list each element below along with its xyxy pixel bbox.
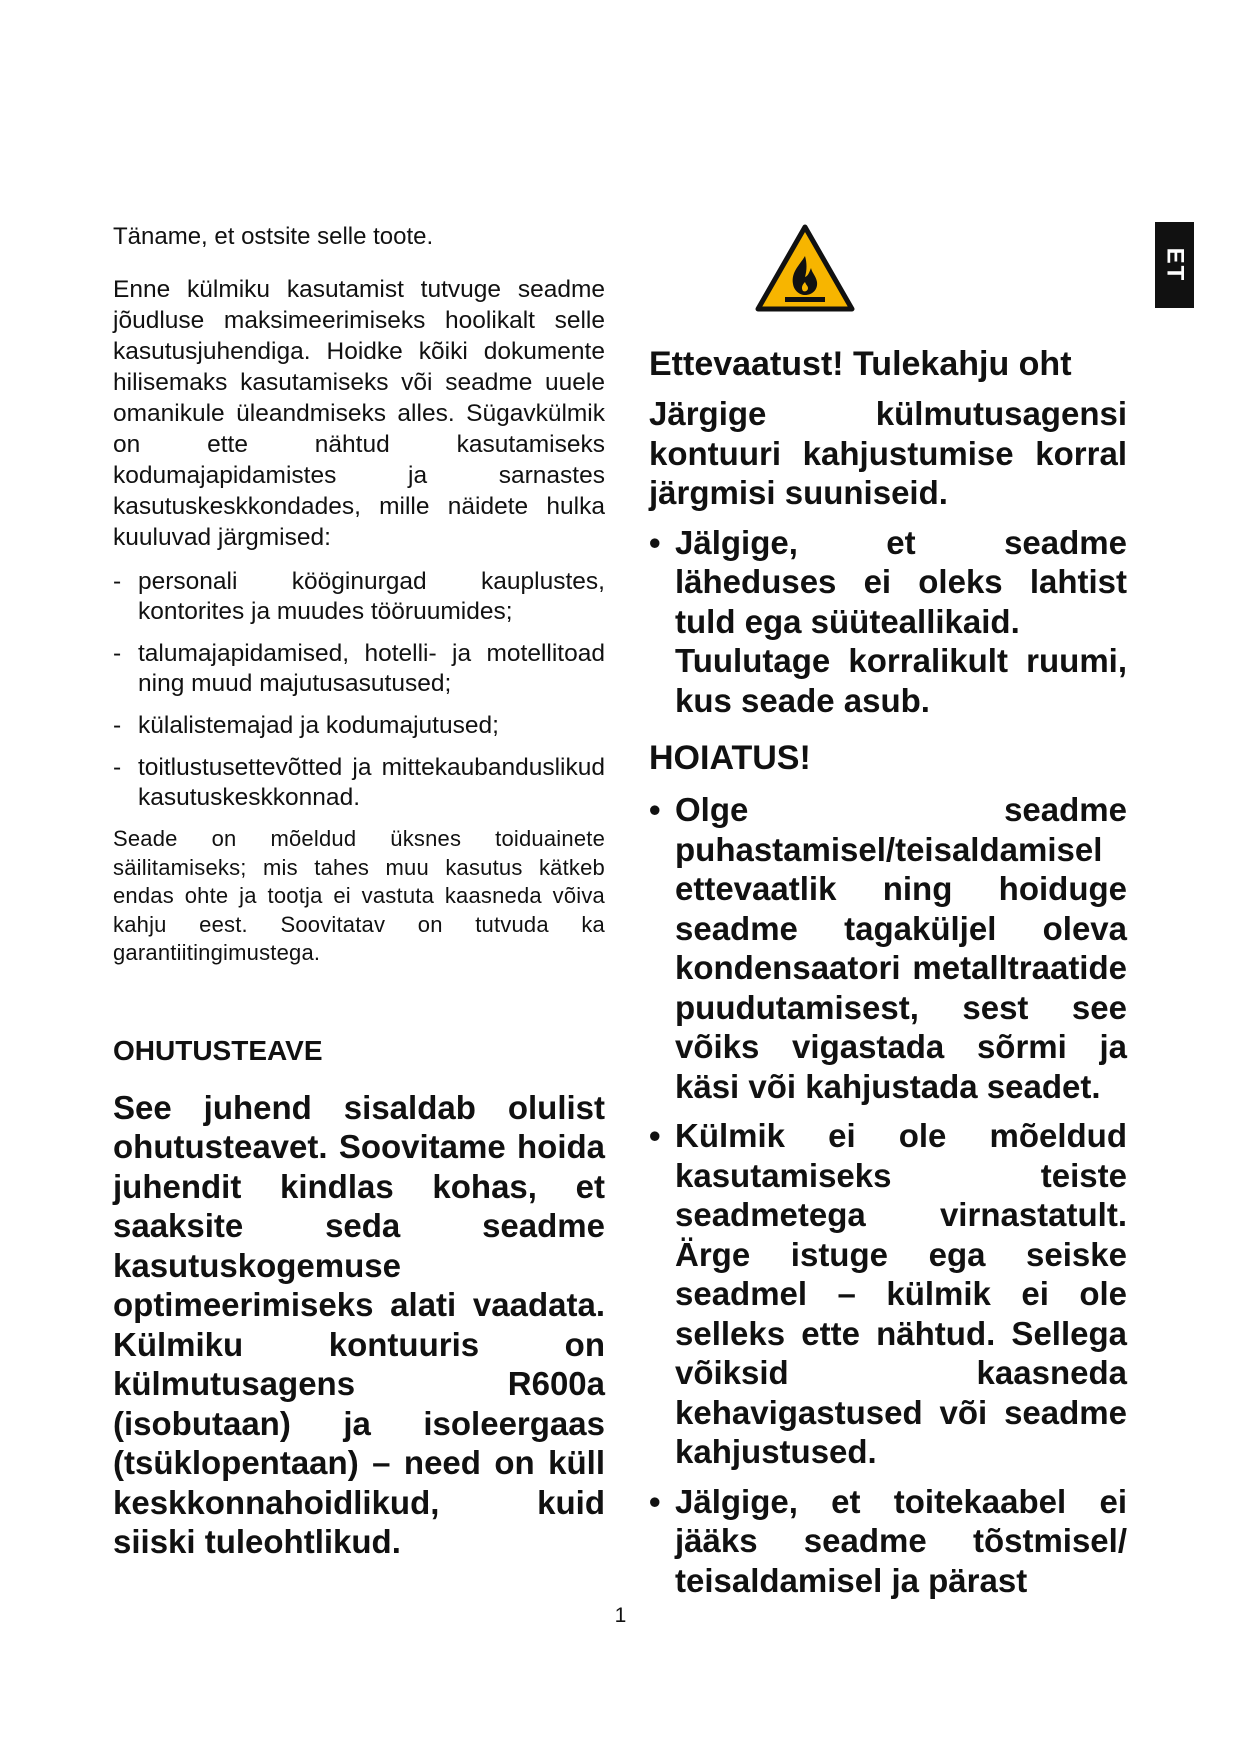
- list-item: - talumajapidamised, hotelli- ja motellitoad ning muud majutusasutused;: [113, 640, 605, 697]
- right-column: [649, 222, 1127, 1610]
- bullet-subtext: Tuulutage korralikult ruumi, kus seade asub.: [675, 642, 1127, 719]
- caution-heading: Ettevaatust! Tulekahju oht: [649, 345, 1072, 383]
- bullet-marker: •: [649, 523, 661, 561]
- language-tab-label: ET: [1161, 247, 1189, 283]
- usage-list: [113, 567, 605, 813]
- bullet-text: Külmik ei ole mõeldud kasutamiseks teiste seadmetega virnastatult. Ärge istuge ega seiske seadmel – külmik ei ole selleks ette nähtud. Sellega võiksid kaasneda kehavigastused või seadme kahjustused.: [675, 1117, 1127, 1470]
- safety-paragraph: See juhend sisaldab olulist ohutusteavet. Soovitame hoida juhendit kindlas kohas, et saaksite seda seadme kasutuskogemuse optimeerimiseks alati vaadata. Külmiku kontuuris on külmutusagens R600a (isobutaan) ja isoleergaas (tsüklopentaan) – need on küll keskkonnahoidlikud, kuid siiski tuleohtlikud.: [113, 1088, 605, 1560]
- bullet-text: Jälgige, et seadme läheduses ei oleks lahtist tuld ega süüteallikaid.: [675, 523, 1127, 640]
- bullet-text: Olge seadme puhastamisel/teisaldamisel ettevaatlik ning hoiduge seadme tagaküljel oleva kondensaatori metalltraatide puudutamisest, sest see võiks vigastada sõrmi ja käsi või kahjustada seadet.: [675, 791, 1127, 1105]
- list-dash: -: [113, 754, 122, 781]
- page-number: 1: [614, 1604, 627, 1627]
- bullet-text: Jälgige, et toitekaabel ei jääks seadme tõstmisel/ teisaldamisel ja pärast: [675, 1482, 1127, 1599]
- list-item: [649, 1482, 1127, 1601]
- list-dash: -: [113, 568, 122, 595]
- list-dash: -: [113, 640, 122, 667]
- intro-text: Täname, et ostsite selle toote.: [113, 223, 434, 250]
- warning-icon-container: [649, 222, 1127, 314]
- intro-paragraph: Enne külmiku kasutamist tutvuge seadme jõudluse maksimeerimiseks hoolikalt selle kasutusjuhendiga. Hoidke kõiki dokumente hilisemaks kasutamiseks või seadme uuele omanikule üleandmiseks alles. Sügavkülmik on ette nähtud kasutamiseks kodumajapidamistes ja sarnastes kasutuskeskkondades, mille näidete hulka kuuluvad järgmised:: [113, 276, 605, 551]
- caution-bullets: [649, 523, 1127, 721]
- bullet-marker: •: [649, 791, 661, 828]
- warning-bullets: [649, 790, 1127, 1600]
- bullet-marker: •: [649, 1117, 661, 1154]
- warning-heading: HOIATUS!: [649, 739, 811, 777]
- list-item: [649, 523, 1127, 721]
- list-item: [649, 790, 1127, 1106]
- bullet-marker: •: [649, 1482, 661, 1520]
- language-tab: [1155, 222, 1194, 308]
- list-item: [649, 1116, 1127, 1472]
- list-item: - toitlustusettevõtted ja mittekaubanduslikud kasutuskeskkonnad.: [113, 754, 605, 811]
- list-dash: -: [113, 712, 122, 739]
- list-item: - personali kööginurgad kauplustes, kontorites ja muudes tööruumides;: [113, 568, 605, 625]
- left-column: [113, 222, 605, 1562]
- caution-paragraph: Järgige külmutusagensi kontuuri kahjustumise korral järgmisi suuniseid.: [649, 395, 1127, 511]
- fire-hazard-icon: [755, 224, 855, 312]
- list-item: - külalistemajad ja kodumajutused;: [113, 712, 499, 739]
- safety-heading: OHUTUSTEAVE: [113, 1034, 323, 1066]
- usage-note: Seade on mõeldud üksnes toiduainete säilitamiseks; mis tahes muu kasutus kätkeb endas ohte ja tootja ei vastuta kaasneda võiva kahju eest. Soovitatav on tutvuda ka garantiitingimustega.: [113, 826, 605, 965]
